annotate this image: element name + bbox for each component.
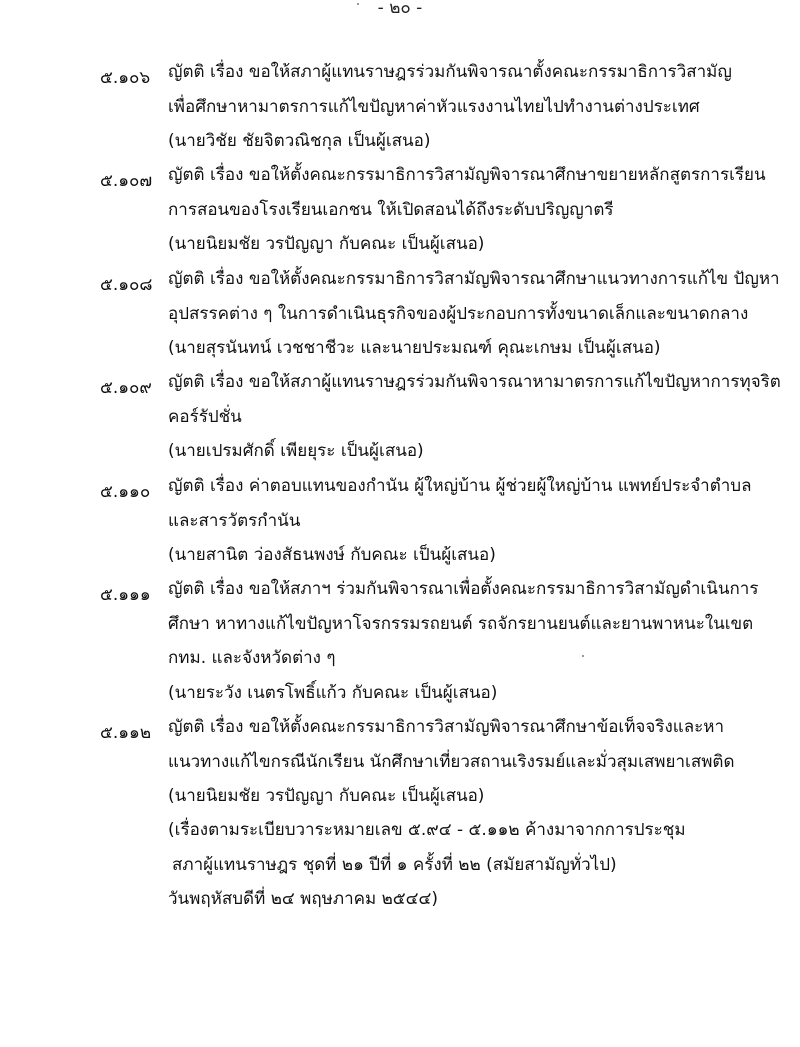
scan-speck — [357, 3, 359, 5]
note-line: วันพฤหัสบดีที่ ๒๔ พฤษภาคม ๒๕๔๔) — [168, 889, 439, 909]
agenda-item-text: แนวทางแก้ไขกรณีนักเรียน นักศึกษาเที่ยวสถานเริงรมย์และมั่วสุมเสพยาเสพติด — [168, 752, 735, 772]
agenda-item-text: ศึกษา หาทางแก้ไขปัญหาโจรกรรมรถยนต์ รถจักรยานยนต์และยานพาหนะในเขต — [168, 614, 754, 634]
agenda-item-proposer: (นายระวัง เนตรโพธิ์แก้ว กับคณะ เป็นผู้เสนอ) — [168, 683, 498, 703]
note-line: (เรื่องตามระเบียบวาระหมายเลข ๕.๙๔ - ๕.๑๑๒ ค้างมาจากการประชุม — [168, 820, 686, 840]
agenda-item-number: ๕.๑๐๗ — [100, 171, 153, 191]
agenda-item-title: ญัตติ เรื่อง ขอให้สภาผู้แทนราษฎรร่วมกันพิจารณาหามาตรการแก้ไขปัญหาการทุจริต — [168, 372, 781, 392]
agenda-item-text: เพื่อศึกษาหามาตรการแก้ไขปัญหาค่าหัวแรงงานไทยไปทำงานต่างประเทศ — [168, 97, 700, 117]
agenda-item-text: และสารวัตรกำนัน — [168, 511, 301, 531]
agenda-item-text: กทม. และจังหวัดต่าง ๆ — [168, 648, 336, 668]
page-number: - ๒๐ - — [377, 0, 423, 18]
agenda-item-proposer: (นายเปรมศักดิ์ เพียยุระ เป็นผู้เสนอ) — [168, 441, 424, 461]
agenda-item-title: ญัตติ เรื่อง ขอให้สภาฯ ร่วมกันพิจารณาเพื่อตั้งคณะกรรมาธิการวิสามัญดำเนินการ — [168, 579, 759, 599]
agenda-item-title: ญัตติ เรื่อง ขอให้ตั้งคณะกรรมาธิการวิสามัญพิจารณาศึกษาขยายหลักสูตรการเรียน — [168, 165, 766, 185]
agenda-item-text: อุปสรรคต่าง ๆ ในการดำเนินธุรกิจของผู้ประกอบการทั้งขนาดเล็กและขนาดกลาง — [168, 304, 749, 324]
agenda-item-number: ๕.๑๐๖ — [100, 68, 151, 88]
agenda-item-proposer: (นายวิชัย ชัยจิตวณิชกุล เป็นผู้เสนอ) — [168, 131, 431, 151]
agenda-item-title: ญัตติ เรื่อง ขอให้ตั้งคณะกรรมาธิการวิสามัญพิจารณาศึกษาแนวทางการแก้ไข ปัญหา — [168, 269, 780, 289]
note-line: สภาผู้แทนราษฎร ชุดที่ ๒๑ ปีที่ ๑ ครั้งที่ ๒๒ (สมัยสามัญทั่วไป) — [172, 855, 617, 875]
agenda-item-text: การสอนของโรงเรียนเอกชน ให้เปิดสอนได้ถึงระดับปริญญาตรี — [168, 200, 614, 220]
agenda-item-number: ๕.๑๑๐ — [100, 482, 151, 502]
agenda-item-text: คอร์รัปชั่น — [168, 407, 242, 427]
agenda-item-title: ญัตติ เรื่อง ค่าตอบแทนของกำนัน ผู้ใหญ่บ้าน ผู้ช่วยผู้ใหญ่บ้าน แพทย์ประจำตำบล — [168, 476, 752, 496]
scan-speck — [582, 655, 584, 657]
agenda-item-proposer: (นายสุรนันทน์ เวชชาชีวะ และนายประมณฑ์ คุณะเกษม เป็นผู้เสนอ) — [168, 338, 661, 358]
agenda-item-proposer: (นายสานิต ว่องสัธนพงษ์ กับคณะ เป็นผู้เสนอ) — [168, 545, 496, 565]
agenda-item-number: ๕.๑๐๙ — [100, 378, 152, 398]
agenda-item-number: ๕.๑๐๘ — [100, 275, 153, 295]
agenda-item-number: ๕.๑๑๑ — [100, 585, 151, 605]
agenda-item-proposer: (นายนิยมชัย วรปัญญา กับคณะ เป็นผู้เสนอ) — [168, 786, 485, 806]
agenda-item-title: ญัตติ เรื่อง ขอให้ตั้งคณะกรรมาธิการวิสามัญพิจารณาศึกษาข้อเท็จจริงและหา — [168, 717, 725, 737]
agenda-item-number: ๕.๑๑๒ — [100, 723, 152, 743]
agenda-item-proposer: (นายนิยมชัย วรปัญญา กับคณะ เป็นผู้เสนอ) — [168, 234, 485, 254]
agenda-item-title: ญัตติ เรื่อง ขอให้สภาผู้แทนราษฎรร่วมกันพิจารณาตั้งคณะกรรมาธิการวิสามัญ — [168, 62, 732, 82]
